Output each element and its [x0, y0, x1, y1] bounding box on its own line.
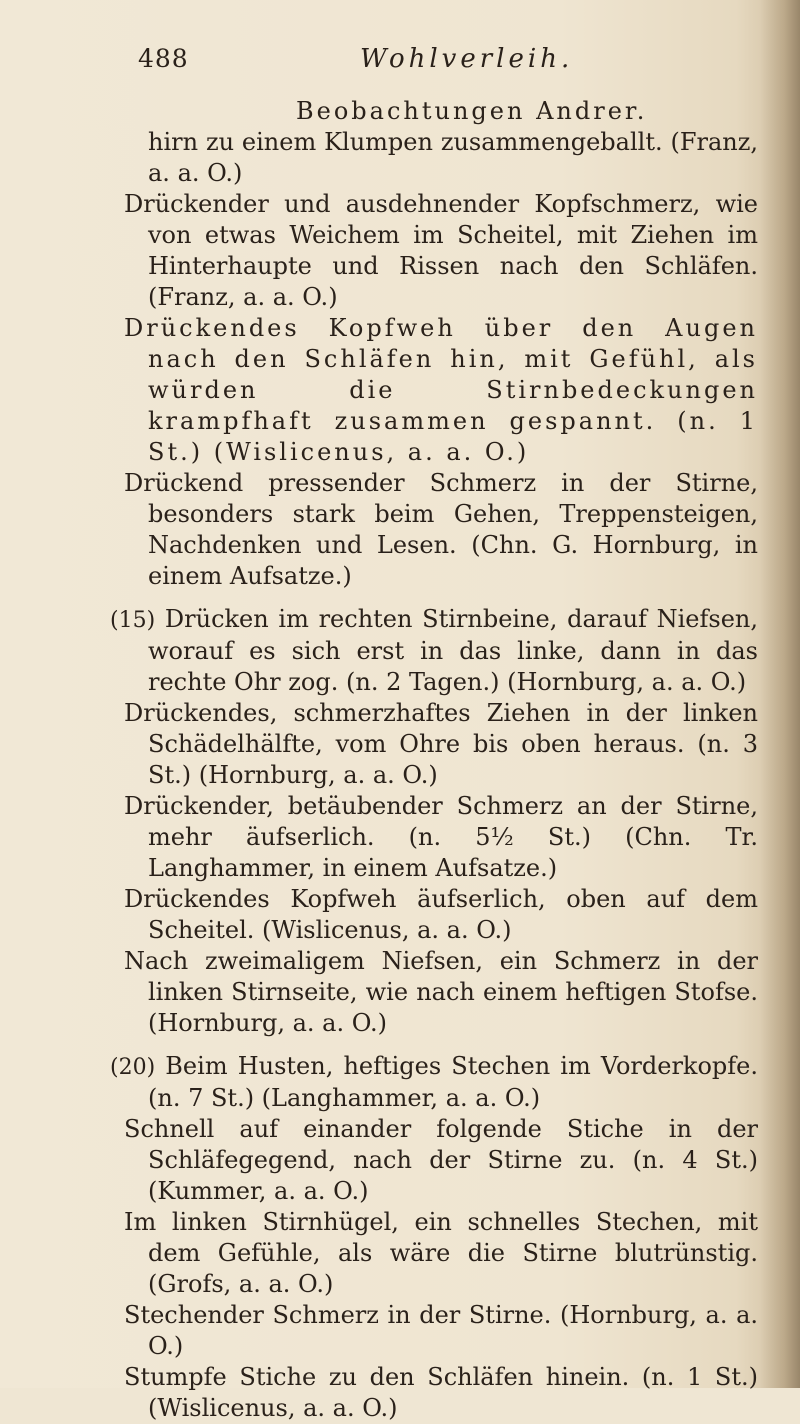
entry-number: (20)	[110, 1055, 156, 1080]
running-title: Wohlverleih.	[360, 44, 574, 74]
entry-paragraph: (20) Beim Husten, heftiges Stechen im Vorderkopfe. (n. 7 St.) (Langhammer, a. a. O.)	[110, 1052, 758, 1112]
entry-number: (15)	[110, 608, 156, 633]
entry-paragraph: Drückendes, schmerzhaftes Ziehen in der linken Schädelhälfte, vom Ohre bis oben heraus. (n. 3 St.) (Hornburg, a. a. O.)	[124, 699, 758, 789]
page-body	[110, 95, 758, 1424]
entry-paragraph: Im linken Stirnhügel, ein schnelles Stechen, mit dem Gefühle, als wäre die Stirne blutrünstig. (Grofs, a. a. O.)	[124, 1208, 758, 1298]
entry-paragraph: hirn zu einem Klumpen zusammengeballt. (Franz, a. a. O.)	[148, 128, 758, 187]
entry-paragraph: Drückendes Kopfweh äufserlich, oben auf dem Scheitel. (Wislicenus, a. a. O.)	[124, 885, 758, 944]
section-title: Beobachtungen Andrer.	[296, 97, 648, 125]
page-edge	[760, 0, 800, 1388]
page-header	[138, 44, 758, 80]
entry-paragraph: (15) Drücken im rechten Stirnbeine, darauf Niefsen, worauf es sich erst in das linke, dann in das rechte Ohr zog. (n. 2 Tagen.) (Hornburg, a. a. O.)	[110, 605, 758, 696]
entry-paragraph: Stechender Schmerz in der Stirne. (Hornburg, a. a. O.)	[124, 1301, 758, 1360]
entry-paragraph: Drückendes Kopfweh über den Augen nach den Schläfen hin, mit Gefühl, als würden die Stirnbedeckungen krampfhaft zusammen gespannt. (n. 1 St.) (Wislicenus, a. a. O.)	[124, 314, 758, 466]
entry-paragraph: Drückend pressender Schmerz in der Stirne, besonders stark beim Gehen, Treppensteigen, Nachdenken und Lesen. (Chn. G. Hornburg, in einem Aufsatze.)	[124, 469, 758, 590]
entry-paragraph: Stumpfe Stiche zu den Schläfen hinein. (n. 1 St.) (Wislicenus, a. a. O.)	[124, 1363, 758, 1422]
entry-paragraph: Schnell auf einander folgende Stiche in der Schläfegegend, nach der Stirne zu. (n. 4 St.) (Kummer, a. a. O.)	[124, 1115, 758, 1205]
entry-paragraph: Nach zweimaligem Niefsen, ein Schmerz in der linken Stirnseite, wie nach einem heftigen Stofse. (Hornburg, a. a. O.)	[124, 947, 758, 1037]
entry-paragraph: Drückender, betäubender Schmerz an der Stirne, mehr äufserlich. (n. 5½ St.) (Chn. Tr. Langhammer, in einem Aufsatze.)	[124, 792, 758, 882]
entry-paragraph: Drückender und ausdehnender Kopfschmerz, wie von etwas Weichem im Scheitel, mit Ziehen im Hinterhaupte und Rissen nach den Schläfen. (Franz, a. a. O.)	[124, 190, 758, 311]
page-number: 488	[138, 44, 189, 73]
